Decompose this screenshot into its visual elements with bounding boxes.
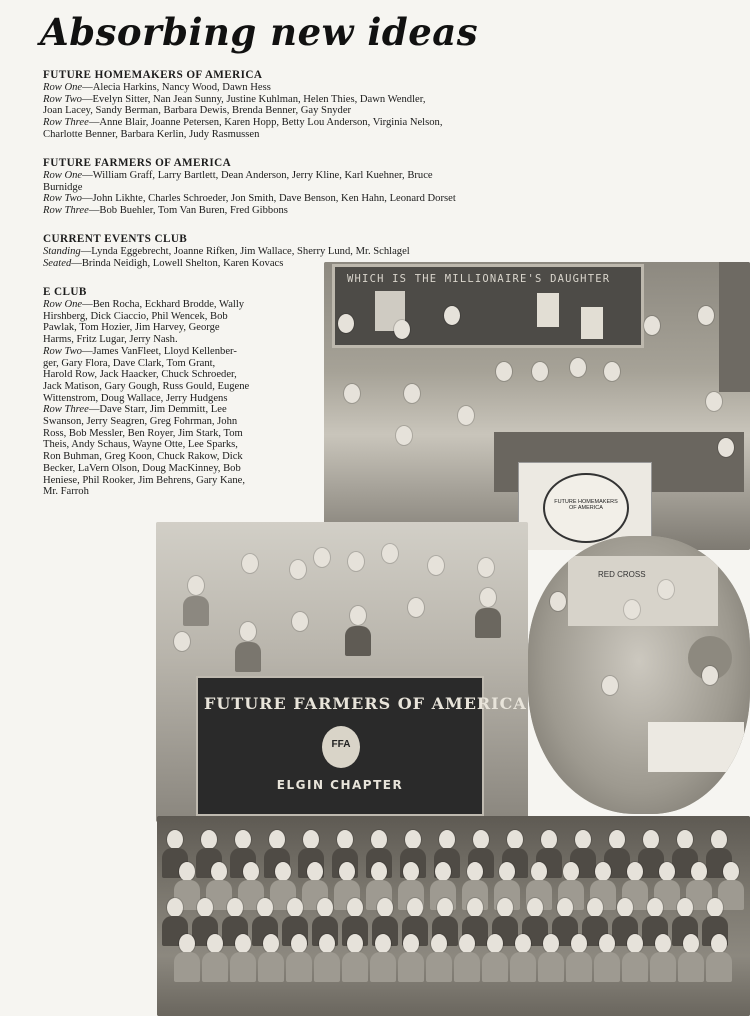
- roster-line: Becker, LaVern Olson, Doug MacKinney, Bob: [43, 462, 241, 474]
- person: [197, 898, 213, 917]
- person: [242, 554, 258, 573]
- person: [532, 362, 548, 381]
- person: [624, 600, 640, 619]
- person: [314, 548, 330, 567]
- person: [570, 358, 586, 377]
- person: [527, 898, 543, 917]
- person: [174, 632, 190, 651]
- person: [377, 898, 393, 917]
- person: [382, 544, 398, 563]
- newspaper: [648, 722, 744, 772]
- person: [404, 384, 420, 403]
- roster-line: Row Two—Evelyn Sitter, Nan Jean Sunny, Justine Kuhlman, Helen Thies, Dawn Wendler,: [43, 93, 426, 105]
- person: [167, 830, 183, 849]
- roster-line: Jack Matison, Gary Gough, Russ Gould, Eugene: [43, 380, 250, 392]
- roster-line: Burnidge: [43, 181, 83, 193]
- person: [428, 556, 444, 575]
- person: [677, 830, 693, 849]
- ffa-emblem: [322, 726, 360, 768]
- fha-emblem: [543, 473, 629, 543]
- person: [257, 898, 273, 917]
- person: [350, 606, 366, 625]
- fha-emblem-text: FUTURE HOMEMAKERS OF AMERICA: [554, 499, 618, 511]
- person: [307, 862, 323, 881]
- roster-line: Pawlak, Tom Hozier, Jim Harvey, George: [43, 322, 220, 334]
- person: [347, 934, 363, 953]
- person: [617, 898, 633, 917]
- person: [702, 666, 718, 685]
- person: [644, 316, 660, 335]
- person: [609, 830, 625, 849]
- person: [348, 552, 364, 571]
- roster-line: Theis, Andy Schaus, Wayne Otte, Lee Sparks,: [43, 439, 238, 451]
- shirt: [398, 952, 424, 982]
- roster-line: Ross, Bob Messler, Ben Royer, Jim Stark, Tom: [43, 427, 243, 439]
- person: [269, 830, 285, 849]
- person: [347, 898, 363, 917]
- person: [439, 830, 455, 849]
- person: [179, 934, 195, 953]
- person: [227, 898, 243, 917]
- shirt: [594, 952, 620, 982]
- person: [431, 934, 447, 953]
- person: [718, 438, 734, 457]
- section-farmers: [43, 157, 513, 217]
- roster-line: Row One—Ben Rocha, Eckhard Brodde, Wally: [43, 299, 245, 310]
- roster-line: Charlotte Benner, Barbara Kerlin, Judy Rasmussen: [43, 128, 260, 140]
- shirt: [482, 952, 508, 982]
- shirt: [345, 626, 371, 656]
- person: [587, 898, 603, 917]
- shirt: [235, 642, 261, 672]
- roster-line: Row One—William Graff, Larry Bartlett, Dean Anderson, Jerry Kline, Karl Kuehner, Bruce: [43, 170, 433, 181]
- ffa-emblem-text: FFA: [331, 739, 351, 750]
- clipping: [581, 307, 603, 339]
- person: [201, 830, 217, 849]
- roster-line: Row Three—Bob Buehler, Tom Van Buren, Fred Gibbons: [43, 205, 288, 217]
- shirt: [566, 952, 592, 982]
- person: [711, 934, 727, 953]
- person: [317, 898, 333, 917]
- person: [408, 598, 424, 617]
- person: [339, 862, 355, 881]
- shirt: [370, 952, 396, 982]
- person: [627, 862, 643, 881]
- board-text: WHICH IS THE MILLIONAIRE'S DAUGHTER: [347, 273, 611, 285]
- roster-line: ger, Gary Flora, Dave Clark, Tom Grant,: [43, 357, 216, 369]
- person: [496, 362, 512, 381]
- person: [604, 362, 620, 381]
- shirt: [342, 952, 368, 982]
- section-heading: CURRENT EVENTS CLUB: [43, 233, 188, 245]
- person: [627, 934, 643, 953]
- roster-line: Row One—Alecia Harkins, Nancy Wood, Dawn Hess: [43, 82, 271, 93]
- person: [396, 426, 412, 445]
- shirt: [426, 952, 452, 982]
- shirt: [678, 952, 704, 982]
- person: [291, 934, 307, 953]
- person: [263, 934, 279, 953]
- person: [541, 830, 557, 849]
- person: [458, 406, 474, 425]
- person: [499, 862, 515, 881]
- page-title: Absorbing new ideas: [40, 10, 479, 54]
- person: [337, 830, 353, 849]
- person: [706, 392, 722, 411]
- roster-line: Row Two—John Likhte, Charles Schroeder, Jon Smith, Dave Benson, Ken Hahn, Leonard Dorset: [43, 193, 456, 205]
- person: [698, 306, 714, 325]
- roster-line: Wittenstrom, Doug Wallace, Jerry Hudgens: [43, 392, 228, 404]
- banner-title: FUTURE FARMERS OF AMERICA: [204, 694, 527, 713]
- shirt: [230, 952, 256, 982]
- person: [497, 898, 513, 917]
- homemakers-photo: [324, 262, 750, 550]
- window-frame: [719, 262, 750, 392]
- shirt: [475, 608, 501, 638]
- roster-line: Ron Buhman, Greg Koon, Chuck Rakow, Dick: [43, 451, 243, 463]
- person: [711, 830, 727, 849]
- person: [292, 612, 308, 631]
- roster-line: Row Three—Anne Blair, Joanne Petersen, Karen Hopp, Betty Lou Anderson, Virginia Nelson,: [43, 117, 443, 129]
- person: [371, 830, 387, 849]
- shirt: [202, 952, 228, 982]
- person: [647, 898, 663, 917]
- shirt: [650, 952, 676, 982]
- person: [243, 862, 259, 881]
- roster-line: Harms, Fritz Lugar, Jerry Nash.: [43, 334, 178, 346]
- roster-line: Harold Row, Jack Haacker, Chuck Schroeder,: [43, 369, 237, 381]
- person: [235, 830, 251, 849]
- shirt: [314, 952, 340, 982]
- person: [344, 384, 360, 403]
- person: [550, 592, 566, 611]
- person: [575, 830, 591, 849]
- person: [240, 622, 256, 641]
- farmers-photo: [156, 522, 528, 822]
- person: [515, 934, 531, 953]
- person: [167, 898, 183, 917]
- person: [467, 898, 483, 917]
- person: [207, 934, 223, 953]
- clipping: [537, 293, 559, 327]
- bulletin-board: [332, 264, 644, 348]
- person: [375, 934, 391, 953]
- roster-line: Swanson, Jerry Seagren, Greg Fohrman, John: [43, 416, 238, 428]
- roster-line: Joan Lacey, Sandy Berman, Barbara Dewis, Brenda Benner, Gay Snyder: [43, 105, 352, 117]
- shirt: [286, 952, 312, 982]
- banner-chapter: ELGIN CHAPTER: [276, 778, 404, 792]
- shirt: [258, 952, 284, 982]
- person: [303, 830, 319, 849]
- person: [659, 862, 675, 881]
- shirt: [622, 952, 648, 982]
- person: [405, 830, 421, 849]
- shirt: [706, 952, 732, 982]
- person: [179, 862, 195, 881]
- section-heading: E CLUB: [43, 286, 87, 298]
- person: [487, 934, 503, 953]
- person: [287, 898, 303, 917]
- roster-line: Row Two—James VanFleet, Lloyd Kellenber-: [43, 345, 237, 357]
- person: [531, 862, 547, 881]
- roster-line: Seated—Brinda Neidigh, Lowell Shelton, Karen Kovacs: [43, 257, 284, 269]
- person: [658, 580, 674, 599]
- shirt: [510, 952, 536, 982]
- person: [403, 934, 419, 953]
- section-homemakers: [43, 69, 513, 141]
- roster-line: Standing—Lynda Eggebrecht, Joanne Rifken, Jim Wallace, Sherry Lund, Mr. Schlagel: [43, 246, 410, 257]
- person: [444, 306, 460, 325]
- roster-line: Hirshberg, Dick Ciaccio, Phil Wencek, Bob: [43, 310, 228, 322]
- person: [480, 588, 496, 607]
- ffa-banner: [196, 676, 527, 816]
- section-eclub: [43, 286, 283, 498]
- person: [707, 898, 723, 917]
- person: [677, 898, 693, 917]
- person: [473, 830, 489, 849]
- person: [235, 934, 251, 953]
- roster-line: Mr. Farroh: [43, 486, 89, 498]
- person: [188, 576, 204, 595]
- person: [643, 830, 659, 849]
- person: [290, 560, 306, 579]
- person: [683, 934, 699, 953]
- person: [723, 862, 739, 881]
- person: [478, 558, 494, 577]
- person: [338, 314, 354, 333]
- person: [403, 862, 419, 881]
- person: [557, 898, 573, 917]
- shirt: [538, 952, 564, 982]
- shirt: [174, 952, 200, 982]
- roster-line: Heniese, Phil Rooker, Jim Behrens, Gary Kane,: [43, 474, 245, 486]
- shirt: [454, 952, 480, 982]
- person: [459, 934, 475, 953]
- person: [371, 862, 387, 881]
- section-heading: FUTURE HOMEMAKERS OF AMERICA: [43, 69, 263, 81]
- eclub-photo: [157, 816, 750, 1016]
- person: [563, 862, 579, 881]
- person: [407, 898, 423, 917]
- person: [571, 934, 587, 953]
- person: [435, 862, 451, 881]
- person: [599, 934, 615, 953]
- person: [275, 862, 291, 881]
- person: [211, 862, 227, 881]
- person: [394, 320, 410, 339]
- roster-line: Row Three—Dave Starr, Jim Demmitt, Lee: [43, 404, 227, 416]
- person: [437, 898, 453, 917]
- shirt: [183, 596, 209, 626]
- person: [543, 934, 559, 953]
- map-label: RED CROSS: [598, 570, 646, 579]
- wall-map: [568, 556, 718, 626]
- person: [691, 862, 707, 881]
- person: [602, 676, 618, 695]
- person: [655, 934, 671, 953]
- person: [467, 862, 483, 881]
- person: [507, 830, 523, 849]
- person: [319, 934, 335, 953]
- section-heading: FUTURE FARMERS OF AMERICA: [43, 157, 232, 169]
- current-events-photo: [528, 536, 750, 814]
- person: [595, 862, 611, 881]
